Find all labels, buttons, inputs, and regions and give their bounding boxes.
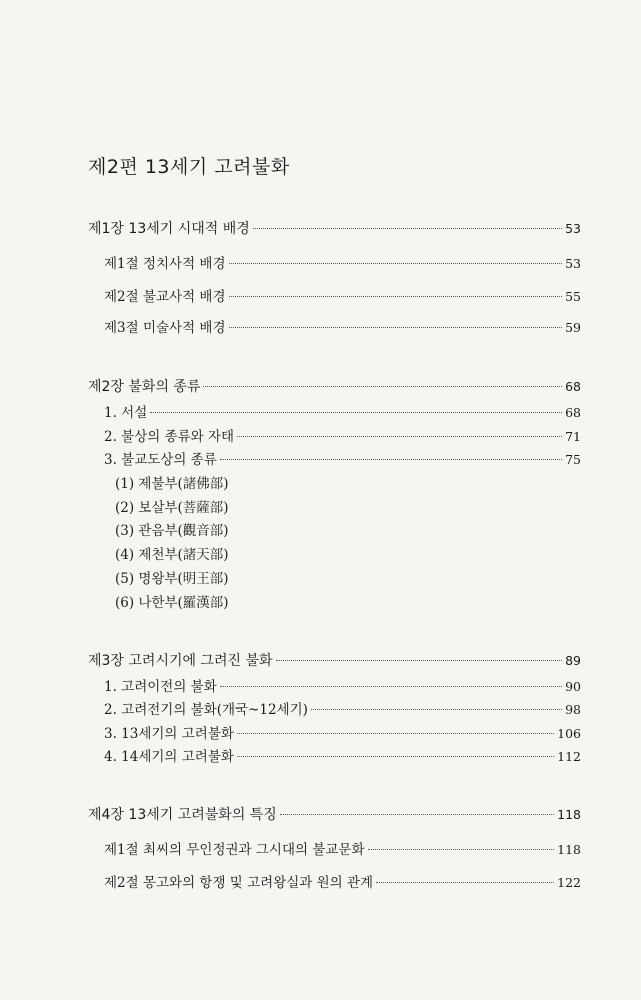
- toc-page-number: 68: [565, 379, 581, 394]
- toc-page-number: 112: [557, 749, 581, 764]
- toc-section-title: 제2절 몽고와의 항쟁 및 고려왕실과 원의 관계: [104, 875, 374, 891]
- toc-section-title: 3. 13세기의 고려불화: [104, 726, 234, 742]
- toc-section[interactable]: [104, 316, 581, 336]
- toc-section-title: 4. 14세기의 고려불화: [104, 749, 234, 765]
- toc-section[interactable]: [104, 722, 581, 742]
- toc-subsection[interactable]: [115, 472, 229, 492]
- dot-leader: [229, 296, 563, 297]
- toc-section[interactable]: [104, 448, 581, 468]
- toc-chapter-title: 제4장 13세기 고려불화의 특징: [88, 807, 277, 823]
- toc-subsection[interactable]: [115, 543, 229, 563]
- toc-page-number: 53: [565, 256, 581, 271]
- dot-leader: [229, 327, 563, 328]
- toc-section-title: 2. 불상의 종류와 자태: [104, 429, 235, 445]
- toc-page-number: 118: [557, 842, 581, 857]
- toc-section-title: 1. 고려이전의 불화: [104, 679, 217, 695]
- toc-section-title: 3. 불교도상의 종류: [104, 452, 217, 468]
- toc-page-number: 89: [565, 653, 581, 668]
- toc-subsection-title: (1) 제불부(諸佛部): [115, 476, 229, 492]
- toc-subsection[interactable]: [115, 519, 229, 539]
- toc-page-number: 90: [565, 679, 581, 694]
- dot-leader: [150, 412, 562, 413]
- dot-leader: [229, 263, 563, 264]
- dot-leader: [220, 686, 562, 687]
- toc-section-title: 제3절 미술사적 배경: [104, 320, 226, 336]
- toc-section[interactable]: [104, 838, 581, 858]
- dot-leader: [237, 756, 554, 757]
- toc-section-title: 1. 서설: [104, 405, 148, 421]
- toc-page-number: 71: [565, 429, 581, 444]
- toc-page-number: 59: [565, 320, 581, 335]
- toc-page-number: 53: [565, 221, 581, 236]
- toc-section-title: 제2절 불교사적 배경: [104, 289, 226, 305]
- dot-leader: [253, 228, 562, 229]
- toc-chapter-title: 제2장 불화의 종류: [88, 379, 201, 395]
- toc-chapter-1[interactable]: [88, 218, 581, 238]
- toc-chapter-2[interactable]: [88, 376, 581, 396]
- toc-subsection[interactable]: [115, 591, 229, 611]
- dot-leader: [280, 814, 554, 815]
- toc-subsection-title: (5) 명왕부(明王部): [115, 571, 229, 587]
- toc-page-number: 68: [565, 405, 581, 420]
- toc-subsection-title: (4) 제천부(諸天部): [115, 547, 229, 563]
- toc-section-title: 제1절 정치사적 배경: [104, 256, 226, 272]
- toc-section[interactable]: [104, 252, 581, 272]
- dot-leader: [376, 882, 554, 883]
- toc-page-number: 122: [557, 875, 581, 890]
- toc-chapter-3[interactable]: [88, 650, 581, 670]
- toc-section-title: 2. 고려전기의 불화(개국~12세기): [104, 702, 308, 718]
- dot-leader: [203, 386, 562, 387]
- dot-leader: [276, 660, 563, 661]
- toc-section[interactable]: [104, 871, 581, 891]
- toc-section[interactable]: [104, 698, 581, 718]
- toc-chapter-4[interactable]: [88, 804, 581, 824]
- toc-page-number: 98: [565, 702, 581, 717]
- toc-section[interactable]: [104, 745, 581, 765]
- toc-page-number: 106: [557, 726, 581, 741]
- toc-section[interactable]: [104, 285, 581, 305]
- toc-subsection[interactable]: [115, 567, 229, 587]
- toc-chapter-title: 제1장 13세기 시대적 배경: [88, 221, 250, 237]
- dot-leader: [311, 709, 562, 710]
- toc-page-number: 75: [565, 452, 581, 467]
- toc-section[interactable]: [104, 425, 581, 445]
- dot-leader: [237, 436, 562, 437]
- toc-chapter-title: 제3장 고려시기에 그려진 불화: [88, 653, 273, 669]
- part-title: 제2편 13세기 고려불화: [88, 156, 290, 178]
- toc-section[interactable]: [104, 401, 581, 421]
- toc-section[interactable]: [104, 675, 581, 695]
- toc-subsection-title: (6) 나한부(羅漢部): [115, 595, 229, 611]
- toc-page-number: 118: [557, 807, 581, 822]
- dot-leader: [368, 849, 555, 850]
- toc-subsection-title: (2) 보살부(菩薩部): [115, 500, 229, 516]
- toc-page-number: 55: [565, 289, 581, 304]
- toc-section-title: 제1절 최씨의 무인정권과 그시대의 불교문화: [104, 842, 365, 858]
- dot-leader: [220, 459, 562, 460]
- toc-subsection[interactable]: [115, 496, 229, 516]
- dot-leader: [237, 733, 554, 734]
- toc-subsection-title: (3) 관음부(觀音部): [115, 523, 229, 539]
